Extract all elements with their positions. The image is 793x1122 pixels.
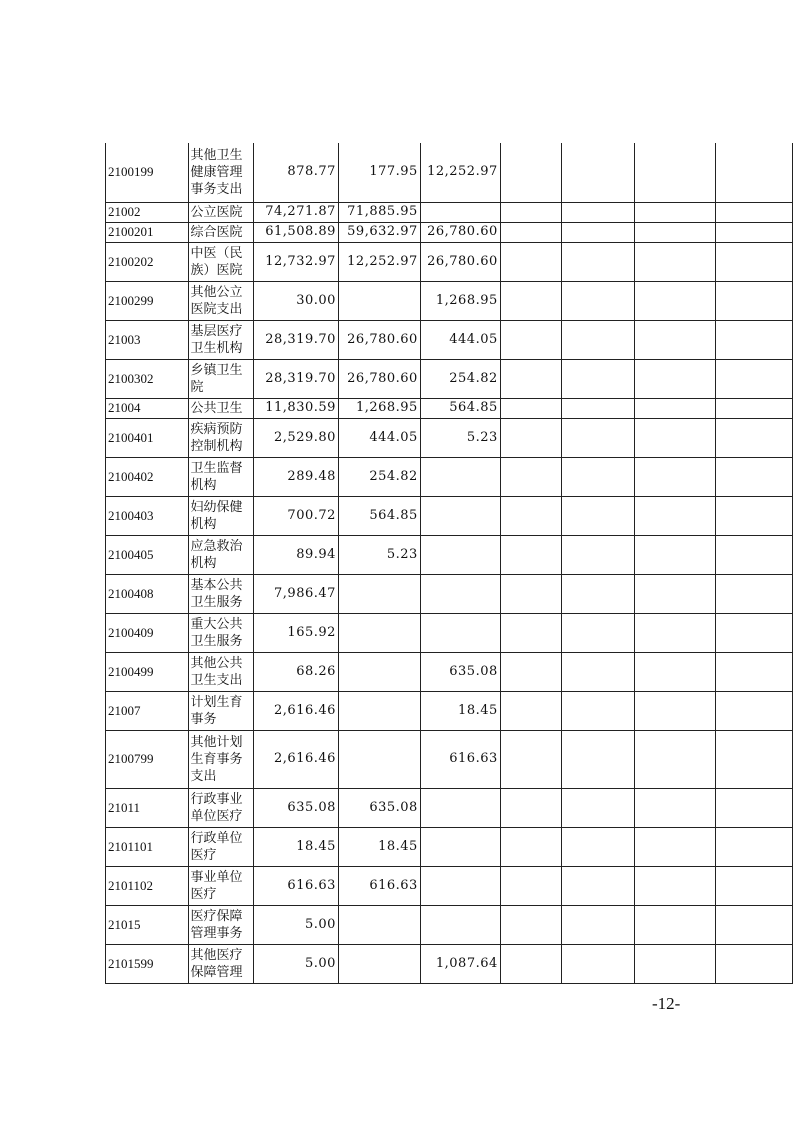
name-cell: 妇幼保健机构: [188, 496, 254, 535]
code-cell: 2100405: [106, 535, 189, 574]
value-cell-7: [715, 827, 792, 866]
table-body: [106, 143, 793, 983]
table-row: [106, 535, 793, 574]
code-cell: 21007: [106, 691, 189, 730]
value-cell-1: 2,616.46: [254, 730, 339, 788]
value-cell-3: 5.23: [420, 418, 500, 457]
value-cell-4: [500, 457, 561, 496]
value-cell-4: [500, 496, 561, 535]
value-cell-4: [500, 143, 561, 202]
value-cell-6: [635, 222, 716, 242]
code-cell: 2100408: [106, 574, 189, 613]
value-cell-2: 26,780.60: [338, 359, 420, 398]
value-cell-5: [561, 691, 634, 730]
table-row: [106, 574, 793, 613]
value-cell-6: [635, 202, 716, 222]
value-cell-1: 30.00: [254, 281, 339, 320]
value-cell-6: [635, 398, 716, 418]
value-cell-5: [561, 359, 634, 398]
value-cell-7: [715, 652, 792, 691]
name-cell: 综合医院: [188, 222, 254, 242]
value-cell-4: [500, 652, 561, 691]
name-cell: 其他医疗保障管理: [188, 944, 254, 983]
value-cell-7: [715, 788, 792, 827]
value-cell-4: [500, 613, 561, 652]
code-cell: 2100409: [106, 613, 189, 652]
code-cell: 2100499: [106, 652, 189, 691]
value-cell-6: [635, 730, 716, 788]
value-cell-4: [500, 574, 561, 613]
table-row: [106, 866, 793, 905]
value-cell-5: [561, 242, 634, 281]
name-cell: 其他公立医院支出: [188, 281, 254, 320]
value-cell-4: [500, 281, 561, 320]
value-cell-1: 18.45: [254, 827, 339, 866]
value-cell-5: [561, 320, 634, 359]
code-cell: 21011: [106, 788, 189, 827]
value-cell-3: [420, 535, 500, 574]
table-row: [106, 691, 793, 730]
code-cell: 2101102: [106, 866, 189, 905]
code-cell: 21002: [106, 202, 189, 222]
table-row: [106, 281, 793, 320]
value-cell-3: 12,252.97: [420, 143, 500, 202]
value-cell-7: [715, 359, 792, 398]
value-cell-5: [561, 143, 634, 202]
value-cell-5: [561, 222, 634, 242]
table-row: [106, 827, 793, 866]
value-cell-7: [715, 418, 792, 457]
value-cell-2: [338, 944, 420, 983]
value-cell-7: [715, 905, 792, 944]
table-row: [106, 398, 793, 418]
value-cell-2: 177.95: [338, 143, 420, 202]
value-cell-7: [715, 574, 792, 613]
code-cell: 21004: [106, 398, 189, 418]
name-cell: 基本公共卫生服务: [188, 574, 254, 613]
value-cell-7: [715, 202, 792, 222]
code-cell: 2100299: [106, 281, 189, 320]
code-cell: 21003: [106, 320, 189, 359]
value-cell-6: [635, 496, 716, 535]
value-cell-4: [500, 320, 561, 359]
value-cell-7: [715, 613, 792, 652]
value-cell-6: [635, 320, 716, 359]
value-cell-3: 26,780.60: [420, 242, 500, 281]
code-cell: 2100401: [106, 418, 189, 457]
value-cell-6: [635, 418, 716, 457]
value-cell-3: [420, 866, 500, 905]
code-cell: 2100202: [106, 242, 189, 281]
value-cell-3: 635.08: [420, 652, 500, 691]
name-cell: 中医（民族）医院: [188, 242, 254, 281]
table-row: [106, 905, 793, 944]
value-cell-2: [338, 905, 420, 944]
value-cell-1: 28,319.70: [254, 320, 339, 359]
value-cell-4: [500, 535, 561, 574]
value-cell-1: 289.48: [254, 457, 339, 496]
value-cell-4: [500, 866, 561, 905]
table-row: [106, 202, 793, 222]
value-cell-7: [715, 730, 792, 788]
value-cell-4: [500, 944, 561, 983]
code-cell: 2101599: [106, 944, 189, 983]
value-cell-2: 616.63: [338, 866, 420, 905]
value-cell-2: 59,632.97: [338, 222, 420, 242]
value-cell-2: 254.82: [338, 457, 420, 496]
table-row: [106, 457, 793, 496]
name-cell: 公共卫生: [188, 398, 254, 418]
value-cell-7: [715, 398, 792, 418]
value-cell-3: 444.05: [420, 320, 500, 359]
value-cell-6: [635, 827, 716, 866]
name-cell: 其他卫生健康管理事务支出: [188, 143, 254, 202]
value-cell-5: [561, 281, 634, 320]
name-cell: 乡镇卫生院: [188, 359, 254, 398]
value-cell-5: [561, 613, 634, 652]
value-cell-1: 2,616.46: [254, 691, 339, 730]
code-cell: 2100403: [106, 496, 189, 535]
value-cell-4: [500, 359, 561, 398]
value-cell-2: 1,268.95: [338, 398, 420, 418]
value-cell-5: [561, 496, 634, 535]
value-cell-5: [561, 202, 634, 222]
value-cell-2: [338, 691, 420, 730]
value-cell-6: [635, 691, 716, 730]
code-cell: 21015: [106, 905, 189, 944]
table-row: [106, 359, 793, 398]
value-cell-7: [715, 535, 792, 574]
value-cell-1: 12,732.97: [254, 242, 339, 281]
value-cell-7: [715, 944, 792, 983]
value-cell-5: [561, 866, 634, 905]
value-cell-2: [338, 730, 420, 788]
value-cell-2: 12,252.97: [338, 242, 420, 281]
value-cell-2: 444.05: [338, 418, 420, 457]
value-cell-1: 635.08: [254, 788, 339, 827]
value-cell-4: [500, 202, 561, 222]
value-cell-6: [635, 866, 716, 905]
value-cell-4: [500, 242, 561, 281]
name-cell: 卫生监督机构: [188, 457, 254, 496]
value-cell-1: 28,319.70: [254, 359, 339, 398]
value-cell-2: 26,780.60: [338, 320, 420, 359]
name-cell: 事业单位医疗: [188, 866, 254, 905]
value-cell-6: [635, 652, 716, 691]
value-cell-5: [561, 652, 634, 691]
value-cell-7: [715, 320, 792, 359]
value-cell-6: [635, 905, 716, 944]
value-cell-6: [635, 242, 716, 281]
value-cell-5: [561, 944, 634, 983]
value-cell-3: [420, 457, 500, 496]
name-cell: 疾病预防控制机构: [188, 418, 254, 457]
name-cell: 其他公共卫生支出: [188, 652, 254, 691]
value-cell-4: [500, 398, 561, 418]
value-cell-3: [420, 905, 500, 944]
value-cell-5: [561, 827, 634, 866]
code-cell: 2100402: [106, 457, 189, 496]
name-cell: 行政单位医疗: [188, 827, 254, 866]
value-cell-3: 616.63: [420, 730, 500, 788]
value-cell-7: [715, 222, 792, 242]
table-row: [106, 496, 793, 535]
value-cell-3: [420, 827, 500, 866]
value-cell-1: 616.63: [254, 866, 339, 905]
value-cell-6: [635, 143, 716, 202]
value-cell-4: [500, 691, 561, 730]
value-cell-6: [635, 457, 716, 496]
table-row: [106, 652, 793, 691]
value-cell-1: 7,986.47: [254, 574, 339, 613]
value-cell-2: 71,885.95: [338, 202, 420, 222]
value-cell-6: [635, 574, 716, 613]
value-cell-5: [561, 730, 634, 788]
name-cell: 重大公共卫生服务: [188, 613, 254, 652]
value-cell-5: [561, 535, 634, 574]
value-cell-3: [420, 202, 500, 222]
table-row: [106, 222, 793, 242]
value-cell-1: 61,508.89: [254, 222, 339, 242]
value-cell-4: [500, 418, 561, 457]
table-row: [106, 242, 793, 281]
value-cell-1: 5.00: [254, 905, 339, 944]
table-row: [106, 788, 793, 827]
name-cell: 计划生育事务: [188, 691, 254, 730]
value-cell-1: 5.00: [254, 944, 339, 983]
value-cell-2: 18.45: [338, 827, 420, 866]
value-cell-4: [500, 222, 561, 242]
value-cell-2: [338, 613, 420, 652]
value-cell-1: 68.26: [254, 652, 339, 691]
value-cell-7: [715, 242, 792, 281]
name-cell: 医疗保障管理事务: [188, 905, 254, 944]
value-cell-1: 89.94: [254, 535, 339, 574]
name-cell: 应急救治机构: [188, 535, 254, 574]
value-cell-7: [715, 496, 792, 535]
value-cell-7: [715, 143, 792, 202]
name-cell: 公立医院: [188, 202, 254, 222]
code-cell: 2100201: [106, 222, 189, 242]
value-cell-3: 564.85: [420, 398, 500, 418]
value-cell-5: [561, 398, 634, 418]
value-cell-4: [500, 827, 561, 866]
code-cell: 2100799: [106, 730, 189, 788]
value-cell-7: [715, 691, 792, 730]
code-cell: 2100199: [106, 143, 189, 202]
value-cell-5: [561, 574, 634, 613]
page-number: -12-: [652, 994, 681, 1013]
value-cell-7: [715, 281, 792, 320]
value-cell-3: 1,087.64: [420, 944, 500, 983]
value-cell-1: 74,271.87: [254, 202, 339, 222]
value-cell-4: [500, 730, 561, 788]
table-row: [106, 320, 793, 359]
value-cell-2: 564.85: [338, 496, 420, 535]
value-cell-1: 878.77: [254, 143, 339, 202]
value-cell-6: [635, 788, 716, 827]
value-cell-4: [500, 788, 561, 827]
value-cell-3: [420, 496, 500, 535]
table-row: [106, 944, 793, 983]
table-row: [106, 143, 793, 202]
code-cell: 2100302: [106, 359, 189, 398]
value-cell-3: [420, 574, 500, 613]
value-cell-5: [561, 418, 634, 457]
table-row: [106, 418, 793, 457]
budget-table: [105, 143, 793, 984]
value-cell-6: [635, 359, 716, 398]
value-cell-6: [635, 535, 716, 574]
value-cell-1: 11,830.59: [254, 398, 339, 418]
value-cell-2: [338, 574, 420, 613]
table-row: [106, 613, 793, 652]
value-cell-3: 26,780.60: [420, 222, 500, 242]
value-cell-7: [715, 866, 792, 905]
value-cell-3: 254.82: [420, 359, 500, 398]
value-cell-7: [715, 457, 792, 496]
value-cell-5: [561, 788, 634, 827]
value-cell-3: 18.45: [420, 691, 500, 730]
value-cell-2: [338, 652, 420, 691]
value-cell-6: [635, 281, 716, 320]
value-cell-5: [561, 905, 634, 944]
value-cell-2: 635.08: [338, 788, 420, 827]
value-cell-4: [500, 905, 561, 944]
value-cell-1: 165.92: [254, 613, 339, 652]
value-cell-6: [635, 944, 716, 983]
value-cell-3: [420, 613, 500, 652]
value-cell-2: [338, 281, 420, 320]
value-cell-6: [635, 613, 716, 652]
name-cell: 其他计划生育事务支出: [188, 730, 254, 788]
value-cell-1: 700.72: [254, 496, 339, 535]
value-cell-3: 1,268.95: [420, 281, 500, 320]
value-cell-5: [561, 457, 634, 496]
code-cell: 2101101: [106, 827, 189, 866]
value-cell-2: 5.23: [338, 535, 420, 574]
value-cell-1: 2,529.80: [254, 418, 339, 457]
name-cell: 行政事业单位医疗: [188, 788, 254, 827]
value-cell-3: [420, 788, 500, 827]
table-row: [106, 730, 793, 788]
name-cell: 基层医疗卫生机构: [188, 320, 254, 359]
